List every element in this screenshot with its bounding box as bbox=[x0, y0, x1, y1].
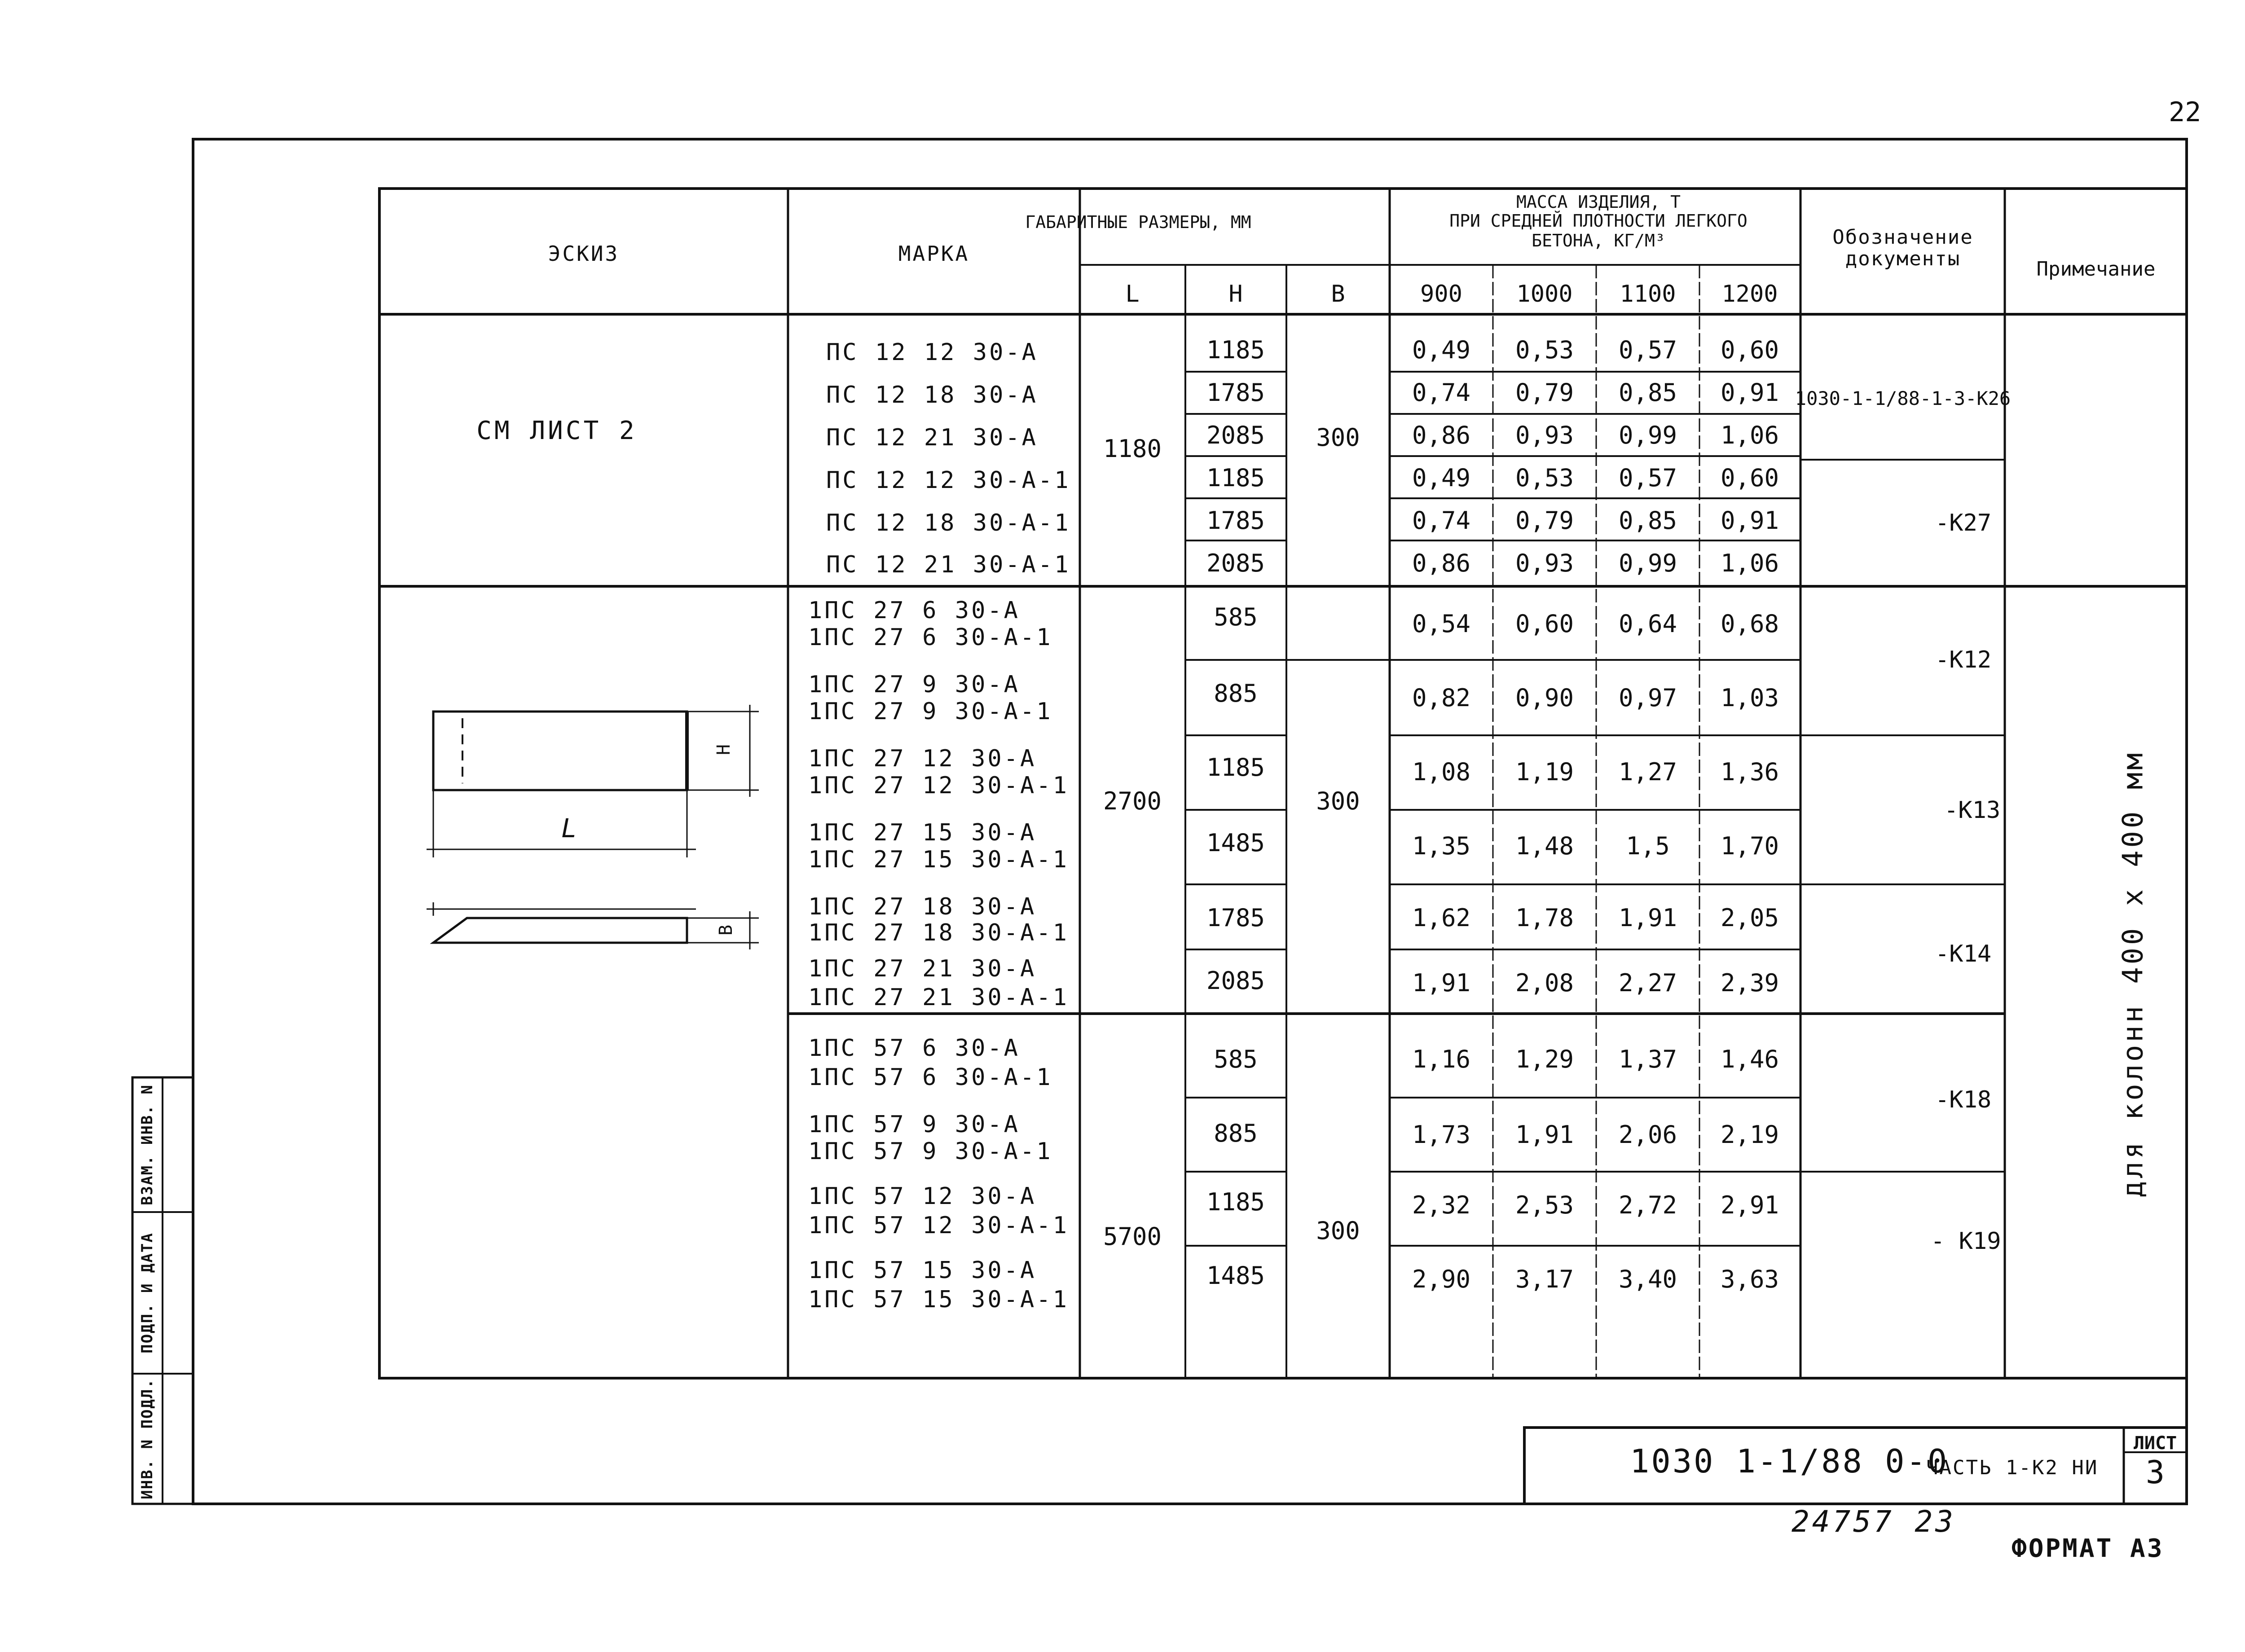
h-cell: 585 bbox=[1214, 603, 1258, 631]
mass-cell: 1,5 bbox=[1626, 832, 1670, 860]
h-cell: 885 bbox=[1214, 679, 1258, 707]
h-cell: 1185 bbox=[1206, 753, 1265, 782]
mark-cell: 1ПС 27 15 30-А-1 bbox=[808, 846, 1069, 873]
h-cell: 2085 bbox=[1206, 549, 1265, 577]
doc-cell: - К19 bbox=[1931, 1228, 2001, 1255]
mark-cell: ПС 12 12 30-А-1 bbox=[826, 467, 1071, 494]
header-dim-b: B bbox=[1331, 281, 1345, 308]
header-dimensions: ГАБАРИТНЫЕ РАЗМЕРЫ, ММ bbox=[1025, 212, 1251, 232]
group-b-cell: 300 bbox=[1316, 423, 1360, 452]
mass-cell: 2,06 bbox=[1618, 1120, 1677, 1149]
mass-cell: 0,93 bbox=[1515, 421, 1574, 449]
mass-cell: 0,49 bbox=[1412, 464, 1471, 492]
mass-cell: 0,74 bbox=[1412, 506, 1471, 535]
mass-cell: 2,19 bbox=[1720, 1120, 1779, 1149]
mass-cell: 0,91 bbox=[1720, 378, 1779, 407]
sketch-label-h: Н bbox=[713, 744, 735, 756]
mass-cell: 1,36 bbox=[1720, 758, 1779, 786]
sheet-number: 3 bbox=[2145, 1454, 2165, 1491]
h-cell: 585 bbox=[1214, 1045, 1258, 1073]
mass-cell: 2,08 bbox=[1515, 969, 1574, 997]
mass-cell: 1,91 bbox=[1412, 969, 1471, 997]
mass-cell: 1,91 bbox=[1515, 1120, 1574, 1149]
mark-cell: 1ПС 27 6 30-А bbox=[808, 597, 1020, 624]
panel-sketch-side bbox=[427, 902, 759, 949]
header-sketch: ЭСКИЗ bbox=[548, 242, 620, 266]
mass-cell: 1,73 bbox=[1412, 1120, 1471, 1149]
mass-cell: 0,49 bbox=[1412, 336, 1471, 364]
mass-cell: 0,82 bbox=[1412, 684, 1471, 712]
header-mass-3: БЕТОНА, КГ/М³ bbox=[1532, 231, 1665, 250]
mass-cell: 0,91 bbox=[1720, 506, 1779, 535]
mass-cell: 0,53 bbox=[1515, 336, 1574, 364]
mass-cell: 0,86 bbox=[1412, 421, 1471, 449]
mass-cell: 0,99 bbox=[1618, 421, 1677, 449]
sketch-label-b: В bbox=[716, 924, 737, 936]
mass-cell: 3,40 bbox=[1618, 1265, 1677, 1293]
mark-cell: 1ПС 27 9 30-А-1 bbox=[808, 698, 1053, 725]
mark-cell: 1ПС 57 15 30-А-1 bbox=[808, 1286, 1069, 1313]
side-label-inv-no: ИНВ. N ПОДЛ. bbox=[138, 1378, 156, 1499]
mark-cell: 1ПС 57 9 30-А bbox=[808, 1111, 1020, 1138]
mass-cell: 1,27 bbox=[1618, 758, 1677, 786]
mark-cell: 1ПС 27 21 30-А bbox=[808, 955, 1037, 982]
mark-cell: 1ПС 57 15 30-А bbox=[808, 1257, 1037, 1284]
mark-cell: 1ПС 57 6 30-А bbox=[808, 1035, 1020, 1062]
mark-cell: 1ПС 27 21 30-А-1 bbox=[808, 984, 1069, 1011]
group-b-cell: 300 bbox=[1316, 787, 1360, 815]
mass-cell: 0,54 bbox=[1412, 610, 1471, 638]
h-cell: 1185 bbox=[1206, 336, 1265, 364]
h-cell: 1785 bbox=[1206, 904, 1265, 932]
sheet-label: ЛИСТ bbox=[2133, 1433, 2177, 1454]
mass-cell: 0,57 bbox=[1618, 336, 1677, 364]
mass-cell: 0,86 bbox=[1412, 549, 1471, 577]
mass-cell: 0,53 bbox=[1515, 464, 1574, 492]
mark-cell: 1ПС 27 18 30-А bbox=[808, 893, 1037, 920]
header-dim-l: L bbox=[1125, 281, 1140, 308]
h-cell: 1485 bbox=[1206, 1261, 1265, 1290]
mass-cell: 0,99 bbox=[1618, 549, 1677, 577]
mass-cell: 0,97 bbox=[1618, 684, 1677, 712]
mass-cell: 0,93 bbox=[1515, 549, 1574, 577]
mass-cell: 0,79 bbox=[1515, 506, 1574, 535]
mass-cell: 1,35 bbox=[1412, 832, 1471, 860]
mass-cell: 2,39 bbox=[1720, 969, 1779, 997]
h-cell: 885 bbox=[1214, 1119, 1258, 1147]
mass-cell: 2,91 bbox=[1720, 1191, 1779, 1219]
mass-cell: 2,05 bbox=[1720, 904, 1779, 932]
mark-cell: ПС 12 18 30-А bbox=[826, 382, 1038, 409]
mark-cell: ПС 12 18 30-А-1 bbox=[826, 510, 1071, 536]
mass-cell: 3,17 bbox=[1515, 1265, 1574, 1293]
doc-cell: -К14 bbox=[1935, 940, 1992, 967]
mass-cell: 2,53 bbox=[1515, 1191, 1574, 1219]
sketch-label-l: L bbox=[561, 813, 577, 844]
mark-cell: 1ПС 57 12 30-А-1 bbox=[808, 1212, 1069, 1239]
mass-cell: 1,78 bbox=[1515, 904, 1574, 932]
mass-cell: 2,90 bbox=[1412, 1265, 1471, 1293]
mark-cell: 1ПС 27 9 30-А bbox=[808, 671, 1020, 698]
group-l-cell: 2700 bbox=[1103, 787, 1162, 815]
mark-cell: 1ПС 57 12 30-А bbox=[808, 1183, 1037, 1210]
group-l-cell: 5700 bbox=[1103, 1222, 1162, 1251]
mark-cell: ПС 12 21 30-А bbox=[826, 424, 1038, 451]
mass-cell: 2,32 bbox=[1412, 1191, 1471, 1219]
note-column-text: для колонн 400 х 400 мм bbox=[2116, 750, 2149, 1198]
format-label: ФОРМАТ А3 bbox=[2012, 1534, 2164, 1563]
mass-cell: 0,60 bbox=[1515, 610, 1574, 638]
document-part: ЧАСТЬ 1-К2 НИ bbox=[1926, 1456, 2099, 1479]
mass-cell: 1,91 bbox=[1618, 904, 1677, 932]
mass-cell: 0,68 bbox=[1720, 610, 1779, 638]
mass-cell: 0,60 bbox=[1720, 336, 1779, 364]
doc-cell: -К18 bbox=[1935, 1086, 1992, 1113]
header-mass-2: ПРИ СРЕДНЕЙ ПЛОТНОСТИ ЛЕГКОГО bbox=[1449, 211, 1748, 231]
mark-cell: 1ПС 57 6 30-А-1 bbox=[808, 1064, 1053, 1091]
group-l-cell: 1180 bbox=[1103, 435, 1162, 463]
panel-sketch-front bbox=[427, 705, 759, 857]
mass-cell: 0,90 bbox=[1515, 684, 1574, 712]
doc-cell: 1030-1-1/88-1-3-К26 bbox=[1795, 387, 2011, 409]
mass-cell: 1,19 bbox=[1515, 758, 1574, 786]
mass-cell: 2,27 bbox=[1618, 969, 1677, 997]
mark-cell: ПС 12 12 30-А bbox=[826, 339, 1038, 366]
mass-cell: 0,64 bbox=[1618, 610, 1677, 638]
h-cell: 1185 bbox=[1206, 464, 1265, 492]
mass-cell: 0,60 bbox=[1720, 464, 1779, 492]
mass-cell: 1,62 bbox=[1412, 904, 1471, 932]
h-cell: 1785 bbox=[1206, 506, 1265, 535]
mark-cell: 1ПС 27 12 30-А bbox=[808, 745, 1037, 772]
mass-cell: 1,70 bbox=[1720, 832, 1779, 860]
doc-cell: -К12 bbox=[1935, 646, 1992, 673]
mass-cell: 0,85 bbox=[1618, 506, 1677, 535]
mass-cell: 0,85 bbox=[1618, 378, 1677, 407]
doc-cell: -К13 bbox=[1944, 797, 2001, 824]
header-density-1100: 1100 bbox=[1620, 281, 1676, 308]
mark-cell: 1ПС 27 15 30-А bbox=[808, 819, 1037, 846]
header-density-900: 900 bbox=[1420, 281, 1462, 308]
mass-cell: 1,46 bbox=[1720, 1045, 1779, 1073]
header-density-1000: 1000 bbox=[1516, 281, 1573, 308]
document-code: 1030 1-1/88 0-0 bbox=[1630, 1442, 1949, 1480]
h-cell: 2085 bbox=[1206, 967, 1265, 995]
mass-cell: 1,16 bbox=[1412, 1045, 1471, 1073]
header-density-1200: 1200 bbox=[1721, 281, 1778, 308]
header-note: Примечание bbox=[2036, 258, 2156, 281]
header-mark: МАРКА bbox=[898, 242, 970, 266]
h-cell: 1785 bbox=[1206, 378, 1265, 407]
h-cell: 2085 bbox=[1206, 421, 1265, 449]
mass-cell: 2,72 bbox=[1618, 1191, 1677, 1219]
archive-number: 24757 23 bbox=[1792, 1504, 1956, 1539]
mass-cell: 3,63 bbox=[1720, 1265, 1779, 1293]
mark-cell: 1ПС 27 18 30-А-1 bbox=[808, 919, 1069, 946]
mass-cell: 1,37 bbox=[1618, 1045, 1677, 1073]
header-mass-1: МАССА ИЗДЕЛИЯ, Т bbox=[1516, 192, 1681, 212]
mass-cell: 0,57 bbox=[1618, 464, 1677, 492]
h-cell: 1185 bbox=[1206, 1188, 1265, 1216]
mark-cell: 1ПС 27 6 30-А-1 bbox=[808, 624, 1053, 651]
mass-cell: 1,48 bbox=[1515, 832, 1574, 860]
mass-cell: 0,74 bbox=[1412, 378, 1471, 407]
mass-cell: 1,08 bbox=[1412, 758, 1471, 786]
side-label-sign-date: ПОДП. И ДАТА bbox=[138, 1232, 156, 1353]
doc-cell: -К27 bbox=[1935, 510, 1992, 536]
mark-cell: 1ПС 27 12 30-А-1 bbox=[808, 772, 1069, 799]
sketch-reference: СМ ЛИСТ 2 bbox=[476, 416, 637, 445]
mass-cell: 1,06 bbox=[1720, 549, 1779, 577]
header-docs: Обозначение документы bbox=[1832, 226, 1973, 270]
mark-cell: ПС 12 21 30-А-1 bbox=[826, 551, 1071, 578]
mass-cell: 1,29 bbox=[1515, 1045, 1574, 1073]
mass-cell: 1,03 bbox=[1720, 684, 1779, 712]
mark-cell: 1ПС 57 9 30-А-1 bbox=[808, 1138, 1053, 1165]
mass-cell: 0,79 bbox=[1515, 378, 1574, 407]
group-b-cell: 300 bbox=[1316, 1217, 1360, 1245]
side-label-instead-inv: ВЗАМ. ИНВ. N bbox=[138, 1084, 156, 1205]
h-cell: 1485 bbox=[1206, 829, 1265, 857]
page-number: 22 bbox=[2169, 97, 2201, 128]
header-dim-h: H bbox=[1228, 281, 1243, 308]
mass-cell: 1,06 bbox=[1720, 421, 1779, 449]
